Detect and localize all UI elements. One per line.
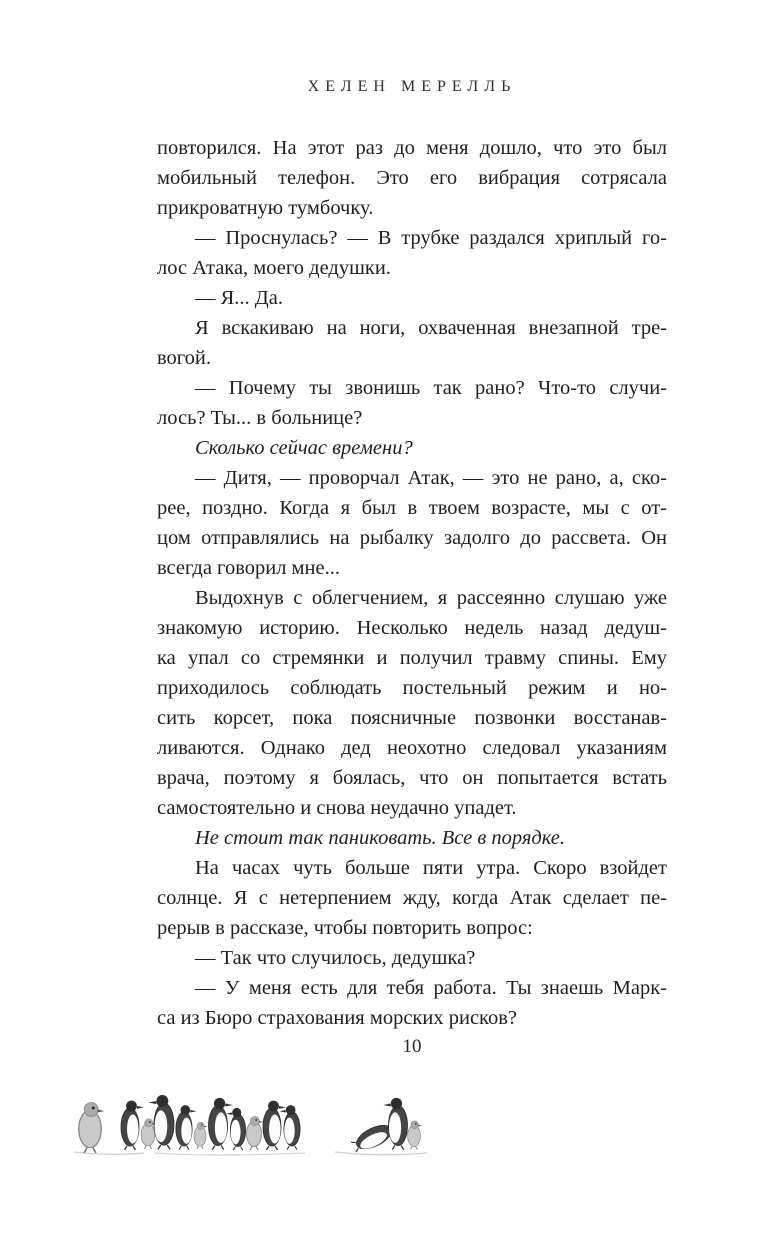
running-head-author: ХЕЛЕН МЕРЕЛЛЬ [307, 78, 517, 95]
text-line: — Проснулась? — В трубке раздался хриплый го- [195, 227, 667, 249]
paragraph [157, 973, 667, 1033]
paragraph [157, 373, 667, 433]
text-line: лось? Ты... в больнице? [157, 407, 363, 429]
text-block [157, 133, 667, 1033]
text-line: ка упал со стремянки и получил травму спины. Ему [157, 647, 667, 669]
text-line: прикроватную тумбочку. [157, 197, 374, 219]
text-line: мобильный телефон. Это его вибрация сотрясала [157, 167, 667, 189]
paragraph [157, 133, 667, 223]
text-line: врача, поэтому я боялась, что он попытается встать [157, 767, 667, 789]
text-line: цом отправлялись на рыбалку задолго до рассвета. Он [157, 527, 667, 549]
paragraph [157, 853, 667, 943]
text-line: рерыв в рассказе, чтобы повторить вопрос: [157, 917, 533, 939]
text-line: самостоятельно и снова неудачно упадет. [157, 797, 517, 819]
text-line: сить корсет, пока поясничные позвонки восстанав- [157, 707, 667, 729]
text-line: — Я... Да. [195, 287, 284, 309]
text-line: — У меня есть для тебя работа. Ты знаешь Марк- [195, 977, 667, 999]
text-line: знакомую историю. Несколько недель назад дедуш- [157, 617, 667, 639]
text-line: рее, поздно. Когда я был в твоем возрасте, мы с от- [157, 497, 667, 519]
paragraph [157, 463, 667, 583]
paragraph [157, 283, 667, 313]
text-line: На часах чуть больше пяти утра. Скоро взойдет [195, 857, 667, 879]
penguins-illustration [60, 1040, 442, 1162]
text-line: — Почему ты звонишь так рано? Что-то случи- [195, 377, 667, 399]
text-line: — Так что случилось, дедушка? [195, 947, 476, 969]
text-line: са из Бюро страхования морских рисков? [157, 1007, 518, 1029]
text-line: всегда говорил мне... [157, 557, 340, 579]
text-line: Выдохнув с облегчением, я рассеянно слушаю уже [195, 587, 667, 609]
paragraph [157, 313, 667, 373]
paragraph [157, 223, 667, 283]
text-line: Не стоит так паниковать. Все в порядке. [195, 827, 566, 849]
text-line: Я вскакиваю на ноги, охваченная внезапной тре- [195, 317, 667, 339]
text-line: лос Атака, моего дедушки. [157, 257, 391, 279]
text-line: — Дитя, — проворчал Атак, — это не рано, а, ско- [195, 467, 667, 489]
paragraph [157, 583, 667, 823]
paragraph [157, 823, 667, 853]
paragraph [157, 943, 667, 973]
text-line: приходилось соблюдать постельный режим и но- [157, 677, 667, 699]
text-line: вогой. [157, 347, 212, 369]
page-number: 10 [402, 1036, 422, 1057]
paragraph [157, 433, 667, 463]
text-line: повторился. На этот раз до меня дошло, что это был [157, 137, 667, 159]
text-line: ливаются. Однако дед неохотно следовал указаниям [157, 737, 667, 759]
text-line: Сколько сейчас времени? [195, 437, 413, 459]
text-line: солнце. Я с нетерпением жду, когда Атак сделает пе- [157, 887, 667, 909]
